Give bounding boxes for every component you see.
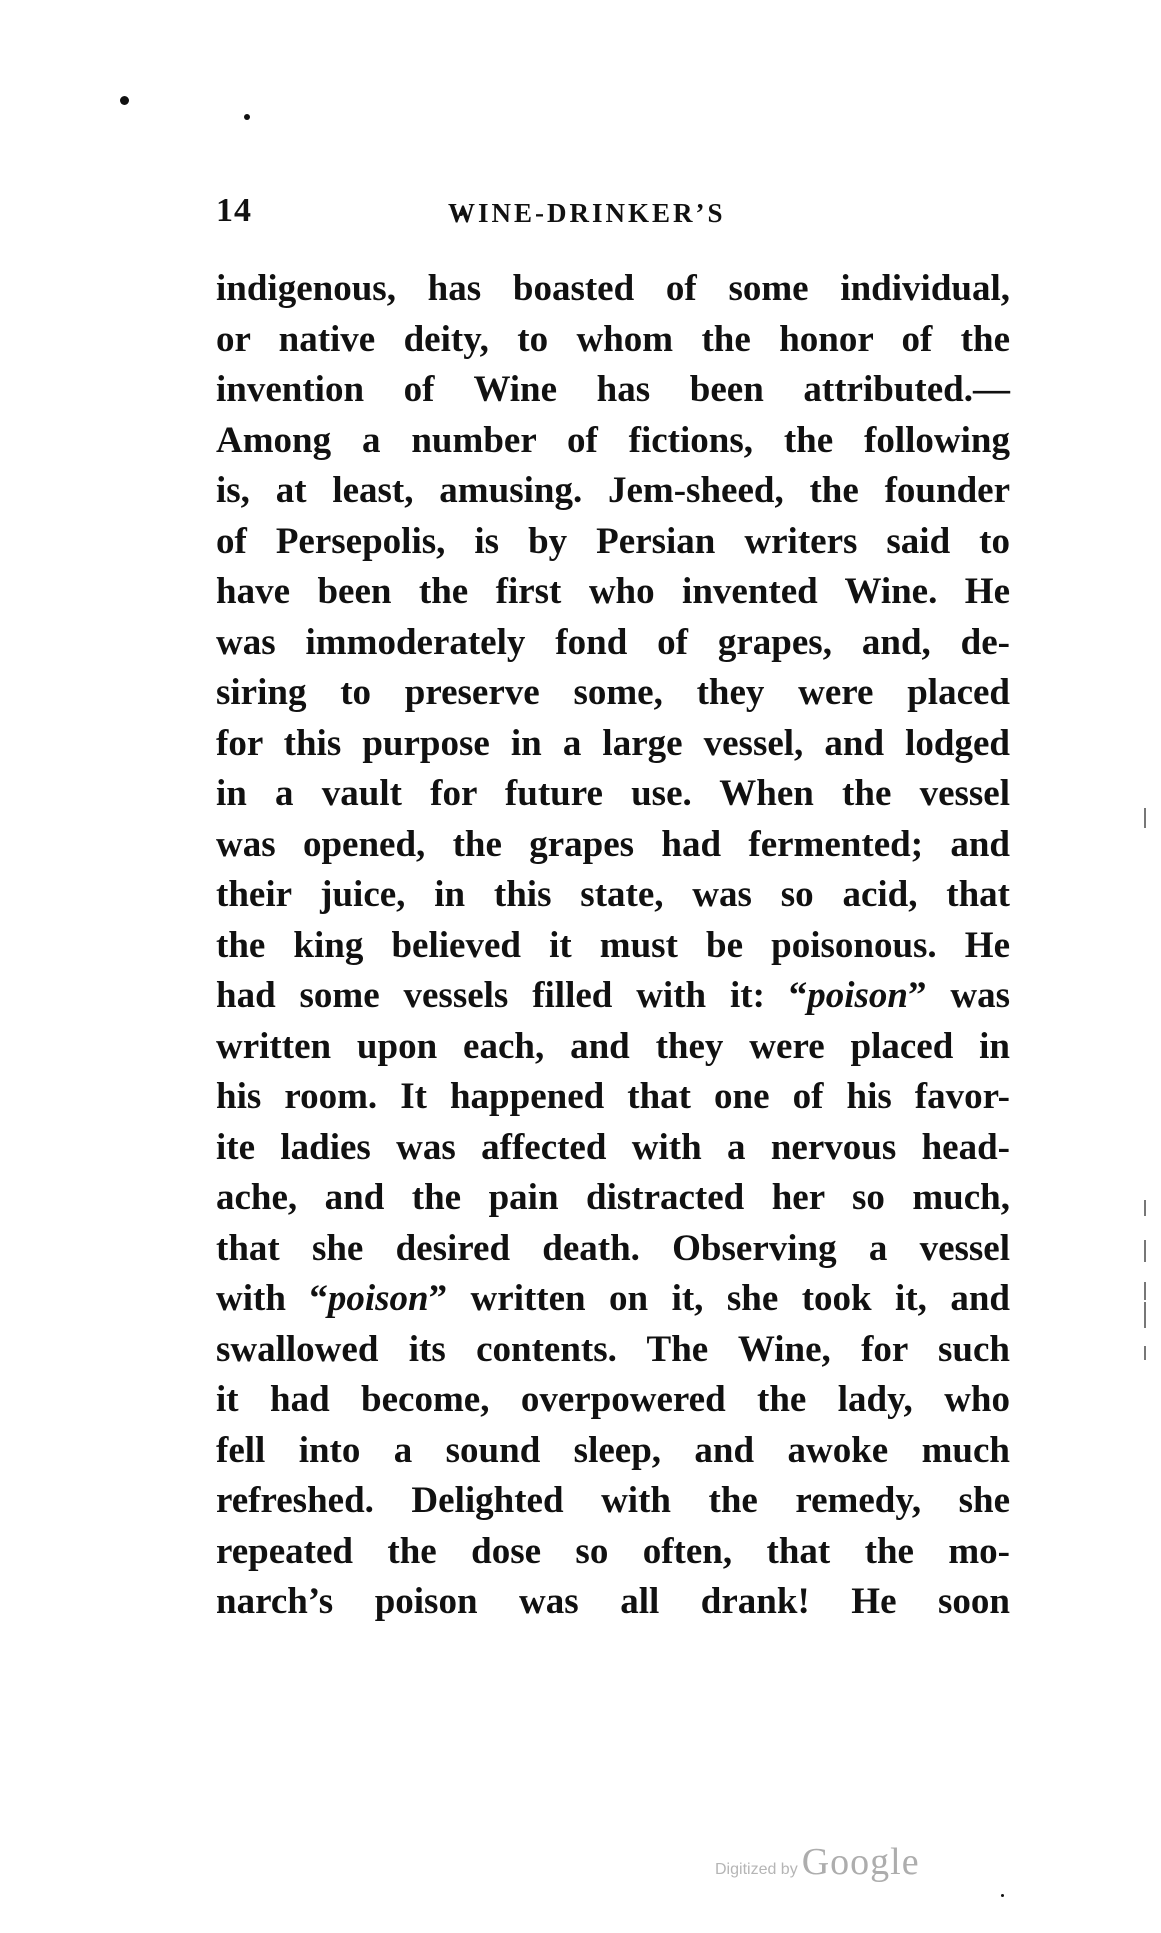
ink-dot	[244, 114, 250, 120]
text-line: the king believed it must be poisonous. He	[216, 924, 1010, 966]
text-line: siring to preserve some, they were placed	[216, 672, 1010, 713]
margin-speck	[1144, 1302, 1146, 1328]
text-line: Among a number of fictions, the following	[216, 419, 1010, 461]
text-line: swallowed its contents. The Wine, for such	[216, 1328, 1010, 1370]
margin-speck	[1144, 1282, 1146, 1300]
body-text	[216, 264, 1010, 1628]
text-line: ite ladies was affected with a nervous head-	[216, 1126, 1010, 1168]
text-line: of Persepolis, is by Persian writers said to	[216, 520, 1010, 562]
digitized-watermark	[715, 1840, 920, 1884]
text-line: that she desired death. Observing a vessel	[216, 1227, 1010, 1269]
page-number: 14	[216, 192, 252, 229]
ink-dot	[120, 96, 129, 105]
text-line: ache, and the pain distracted her so much,	[216, 1177, 1010, 1218]
text-line: was opened, the grapes had fermented; and	[216, 823, 1010, 865]
text-line: was immoderately fond of grapes, and, de-	[216, 621, 1010, 663]
text-line: their juice, in this state, was so acid, that	[216, 874, 1010, 915]
running-title: WINE-DRINKER’S	[448, 198, 726, 228]
text-line: invention of Wine has been attributed.—	[216, 369, 1010, 410]
text-line: is, at least, amusing. Jem-sheed, the founder	[216, 470, 1010, 511]
text-line: or native deity, to whom the honor of the	[216, 318, 1010, 360]
margin-speck	[1144, 1346, 1146, 1360]
text-line: in a vault for future use. When the vessel	[216, 773, 1010, 814]
text-line: repeated the dose so often, that the mo-	[216, 1530, 1010, 1572]
text-line: had some vessels filled with it: “poison” was	[216, 975, 1010, 1016]
margin-speck	[1144, 1240, 1146, 1262]
text-line: refreshed. Delighted with the remedy, she	[216, 1480, 1010, 1521]
text-line: written upon each, and they were placed in	[216, 1025, 1010, 1067]
ink-dot	[1001, 1894, 1004, 1897]
margin-speck	[1144, 808, 1146, 828]
text-line: narch’s poison was all drank! He soon	[216, 1581, 1010, 1622]
text-line: with “poison” written on it, she took it, and	[216, 1278, 1010, 1319]
text-line: it had become, overpowered the lady, who	[216, 1379, 1010, 1420]
text-line: indigenous, has boasted of some individual,	[216, 268, 1010, 309]
google-logo: Google	[801, 1841, 920, 1883]
text-line: for this purpose in a large vessel, and lodged	[216, 722, 1010, 764]
italic-word: poison	[327, 1278, 429, 1319]
text-line: fell into a sound sleep, and awoke much	[216, 1429, 1010, 1471]
italic-word: poison	[807, 975, 909, 1016]
watermark-prefix: Digitized by	[715, 1861, 798, 1878]
text-line: his room. It happened that one of his favor-	[216, 1076, 1010, 1117]
text-line: have been the first who invented Wine. He	[216, 571, 1010, 612]
margin-speck	[1144, 1200, 1146, 1216]
